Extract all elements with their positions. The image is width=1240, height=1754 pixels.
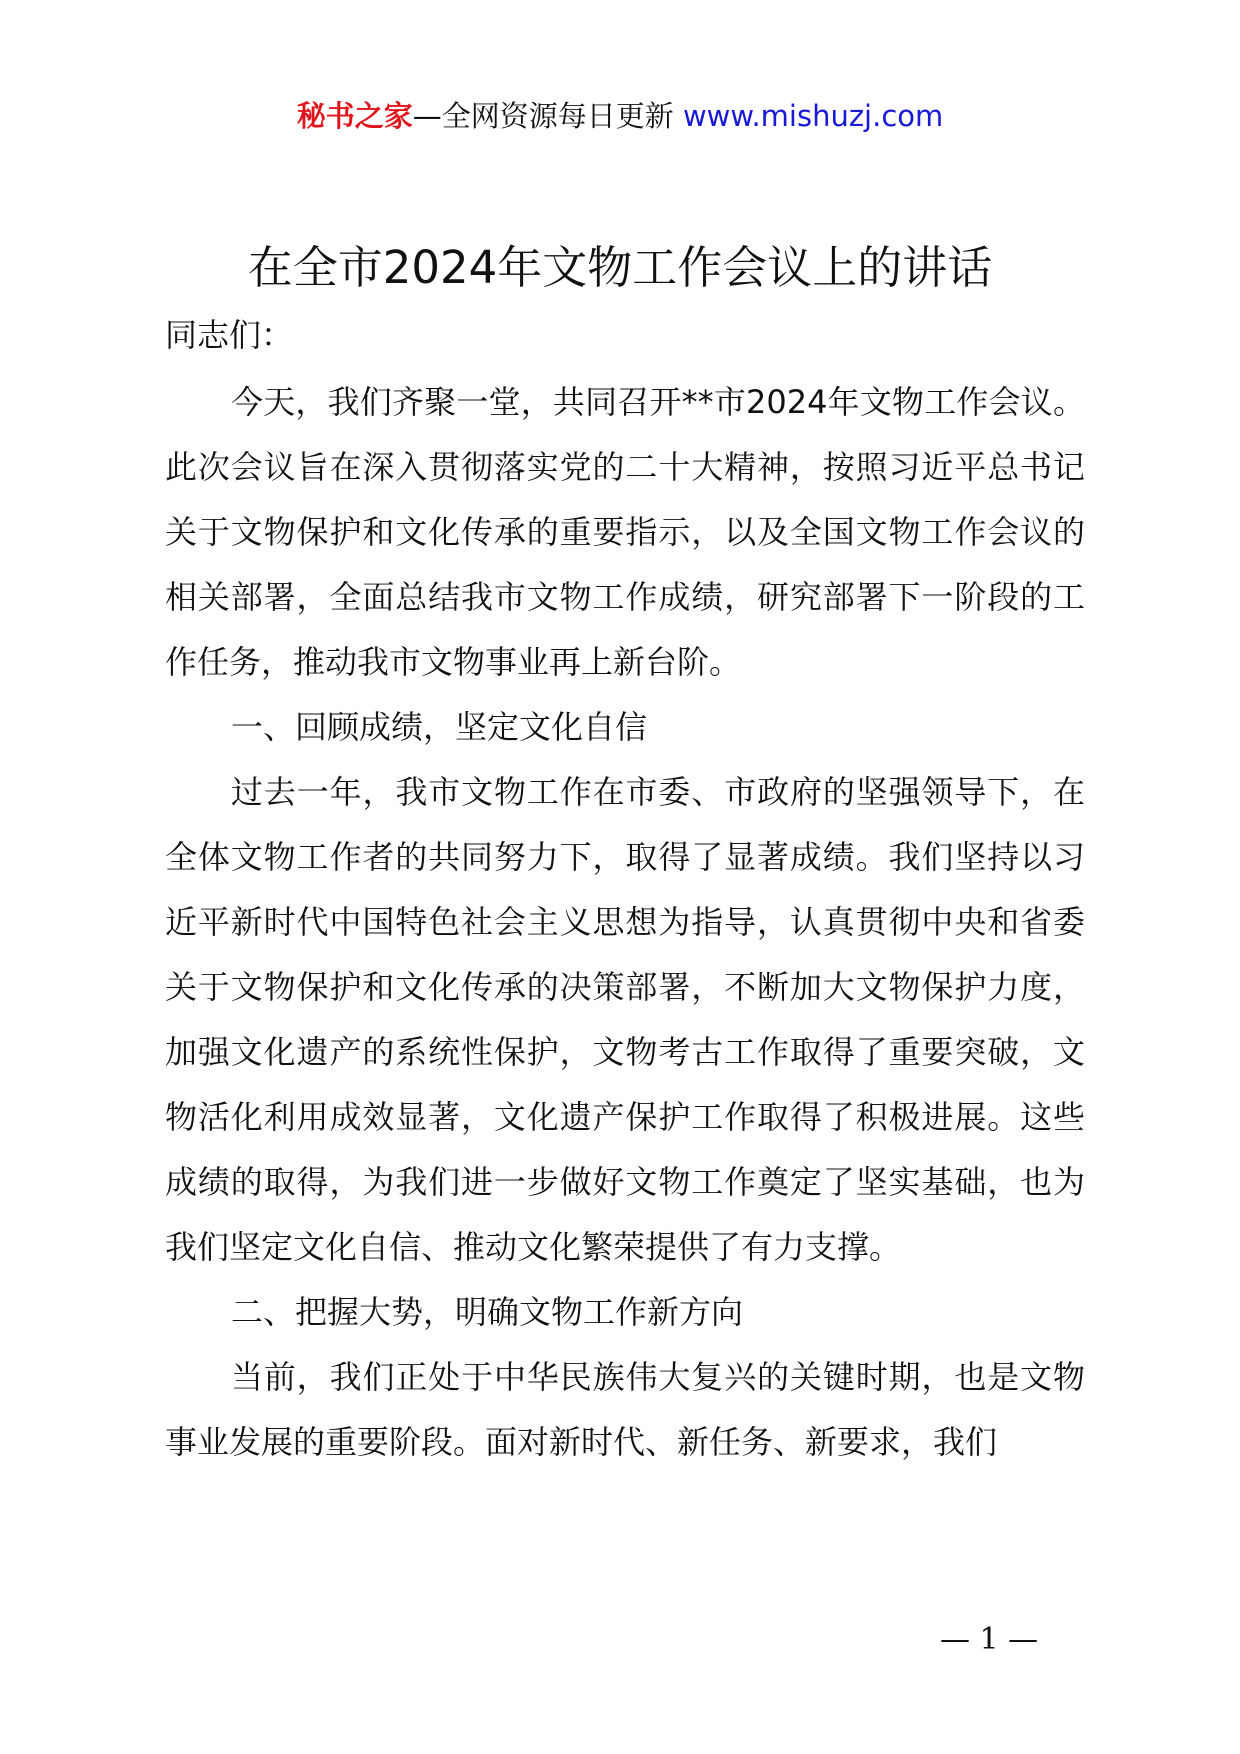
header-dash: — — [412, 99, 442, 133]
page-number: — 1 — — [940, 1622, 1039, 1657]
site-url: www.mishuzj.com — [682, 99, 944, 133]
section-heading-1: 一、回顾成绩，坚定文化自信 — [231, 708, 648, 746]
paragraph-direction: 当前，我们正处于中华民族伟大复兴的关键时期，也是文物事业发展的重要阶段。面对新时代、新任务、新要求，我们 — [165, 1358, 1085, 1461]
site-brand: 秘书之家 — [296, 99, 413, 133]
paragraph-review: 过去一年，我市文物工作在市委、市政府的坚强领导下，在全体文物工作者的共同努力下，取得了显著成绩。我们坚持以习近平新时代中国特色社会主义思想为指导，认真贯彻中央和省委关于文物保护和文化传承的决策部署，不断加大文物保护力度，加强文化遗产的系统性保护，文物考古工作取得了重要突破，文物活化利用成效显著，文化遗产保护工作取得了积极进展。这些成绩的取得，为我们进一步做好文物工作奠定了坚实基础，也为我们坚定文化自信、推动文化繁荣提供了有力支撑。 — [165, 773, 1085, 1266]
salutation: 同志们： — [165, 316, 294, 354]
document-title: 在全市2024年文物工作会议上的讲话 — [247, 241, 993, 294]
site-slogan: 全网资源每日更新 — [441, 99, 683, 133]
site-header — [0, 96, 1240, 136]
section-heading-2: 二、把握大势，明确文物工作新方向 — [231, 1293, 744, 1331]
paragraph-intro: 今天，我们齐聚一堂，共同召开**市2024年文物工作会议。此次会议旨在深入贯彻落实党的二十大精神，按照习近平总书记关于文物保护和文化传承的重要指示，以及全国文物工作会议的相关部署，全面总结我市文物工作成绩，研究部署下一阶段的工作任务，推动我市文物事业再上新台阶。 — [165, 383, 1085, 681]
document-body — [165, 305, 1085, 1475]
